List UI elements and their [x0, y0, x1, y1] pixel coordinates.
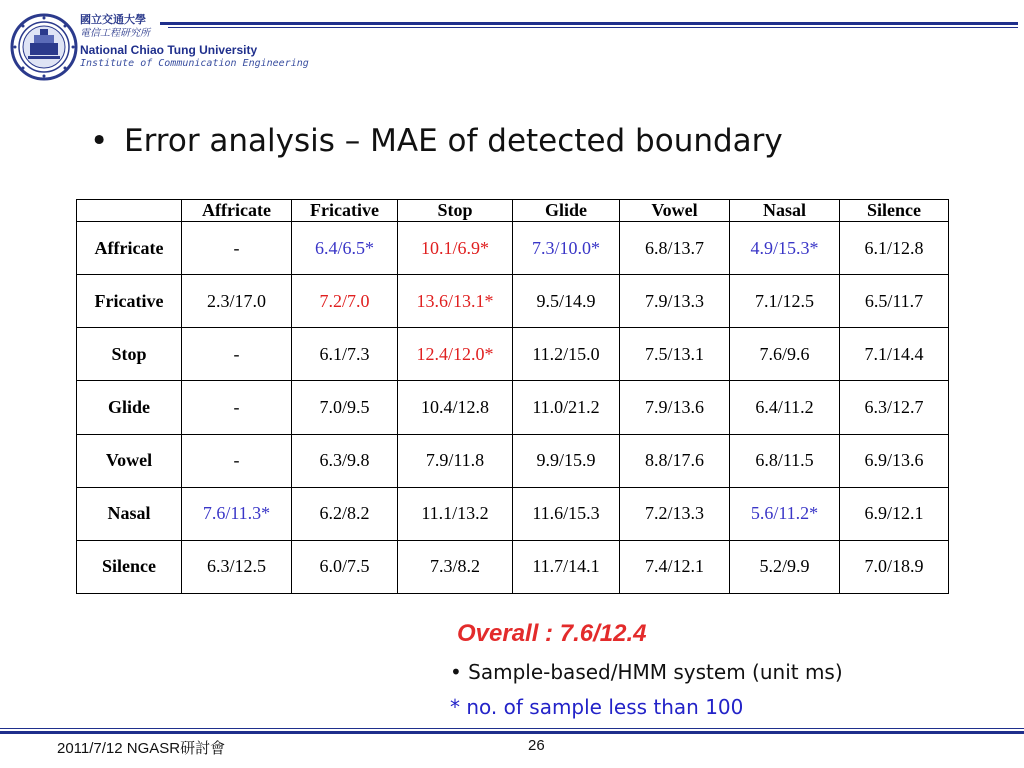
row-header: Vowel [77, 434, 182, 487]
header-rule-thin [168, 27, 1018, 28]
table-cell: 7.5/13.1 [620, 328, 730, 381]
table-cell: 7.1/14.4 [840, 328, 949, 381]
university-name-chinese: 國立交通大學 [80, 13, 146, 26]
row-header: Nasal [77, 487, 182, 540]
university-name-english: National Chiao Tung University [80, 43, 258, 57]
table-row [77, 275, 949, 328]
table-cell: 11.2/15.0 [513, 328, 620, 381]
footer-rule-thick [0, 731, 1024, 734]
column-header: Silence [840, 200, 949, 222]
table-cell: 9.9/15.9 [513, 434, 620, 487]
column-header: Vowel [620, 200, 730, 222]
column-header: Stop [398, 200, 513, 222]
table-cell: 7.4/12.1 [620, 540, 730, 593]
table-cell: 7.9/13.3 [620, 275, 730, 328]
table-cell: - [182, 381, 292, 434]
table-cell: 13.6/13.1* [398, 275, 513, 328]
column-header: Nasal [730, 200, 840, 222]
table-cell: 7.0/18.9 [840, 540, 949, 593]
table-cell: 6.2/8.2 [292, 487, 398, 540]
table-row [77, 540, 949, 593]
row-header: Fricative [77, 275, 182, 328]
table-cell: 6.3/9.8 [292, 434, 398, 487]
footer-rule-thin [0, 728, 1024, 729]
table-cell: 11.1/13.2 [398, 487, 513, 540]
table-cell: 7.6/11.3* [182, 487, 292, 540]
table-cell: 7.2/7.0 [292, 275, 398, 328]
table-cell: 6.1/7.3 [292, 328, 398, 381]
column-header: Affricate [182, 200, 292, 222]
table-cell: 10.1/6.9* [398, 222, 513, 275]
row-header: Affricate [77, 222, 182, 275]
table-cell: 7.9/11.8 [398, 434, 513, 487]
table-row [77, 328, 949, 381]
table-cell: 6.8/13.7 [620, 222, 730, 275]
table-cell: 4.9/15.3* [730, 222, 840, 275]
table-cell: 6.0/7.5 [292, 540, 398, 593]
row-header: Stop [77, 328, 182, 381]
table-cell: 12.4/12.0* [398, 328, 513, 381]
table-cell: 11.6/15.3 [513, 487, 620, 540]
table-row [77, 222, 949, 275]
page-number: 26 [528, 737, 545, 754]
table-cell: 6.5/11.7 [840, 275, 949, 328]
header-rule-thick [160, 22, 1018, 25]
table-cell: 6.9/13.6 [840, 434, 949, 487]
column-header: Glide [513, 200, 620, 222]
table-cell: 9.5/14.9 [513, 275, 620, 328]
table-cell: 7.6/9.6 [730, 328, 840, 381]
table-header-row [77, 200, 949, 222]
system-note: • Sample-based/HMM system (unit ms) [450, 660, 843, 684]
column-header [77, 200, 182, 222]
table-cell: - [182, 434, 292, 487]
table-row [77, 487, 949, 540]
university-logo [10, 13, 78, 81]
table-cell: 7.3/8.2 [398, 540, 513, 593]
table-cell: 7.3/10.0* [513, 222, 620, 275]
table-cell: 7.2/13.3 [620, 487, 730, 540]
table-cell: - [182, 328, 292, 381]
table-row [77, 381, 949, 434]
error-table [76, 199, 949, 594]
sample-note: * no. of sample less than 100 [450, 695, 744, 719]
table-cell: 5.2/9.9 [730, 540, 840, 593]
table-cell: 6.3/12.7 [840, 381, 949, 434]
row-header: Glide [77, 381, 182, 434]
table-cell: 10.4/12.8 [398, 381, 513, 434]
table-cell: 6.8/11.5 [730, 434, 840, 487]
institute-name-chinese: 電信工程研究所 [80, 28, 150, 39]
bullet-icon: • [90, 123, 109, 159]
slide-title [90, 123, 783, 159]
table-cell: 7.1/12.5 [730, 275, 840, 328]
table-cell: 2.3/17.0 [182, 275, 292, 328]
table-cell: 6.9/12.1 [840, 487, 949, 540]
row-header: Silence [77, 540, 182, 593]
table-cell: 7.0/9.5 [292, 381, 398, 434]
table-cell: 11.7/14.1 [513, 540, 620, 593]
institute-name-english: Institute of Communication Engineering [80, 58, 309, 69]
table-cell: 6.4/6.5* [292, 222, 398, 275]
table-cell: 6.1/12.8 [840, 222, 949, 275]
table-cell: 6.3/12.5 [182, 540, 292, 593]
overall-result: Overall : 7.6/12.4 [457, 620, 647, 647]
column-header: Fricative [292, 200, 398, 222]
table-cell: - [182, 222, 292, 275]
slide-title-text: Error analysis – MAE of detected boundary [124, 123, 783, 159]
table-cell: 11.0/21.2 [513, 381, 620, 434]
table-cell: 7.9/13.6 [620, 381, 730, 434]
footer-date-event: 2011/7/12 NGASR研討會 [57, 740, 226, 757]
table-cell: 8.8/17.6 [620, 434, 730, 487]
table-cell: 5.6/11.2* [730, 487, 840, 540]
table-row [77, 434, 949, 487]
table-cell: 6.4/11.2 [730, 381, 840, 434]
